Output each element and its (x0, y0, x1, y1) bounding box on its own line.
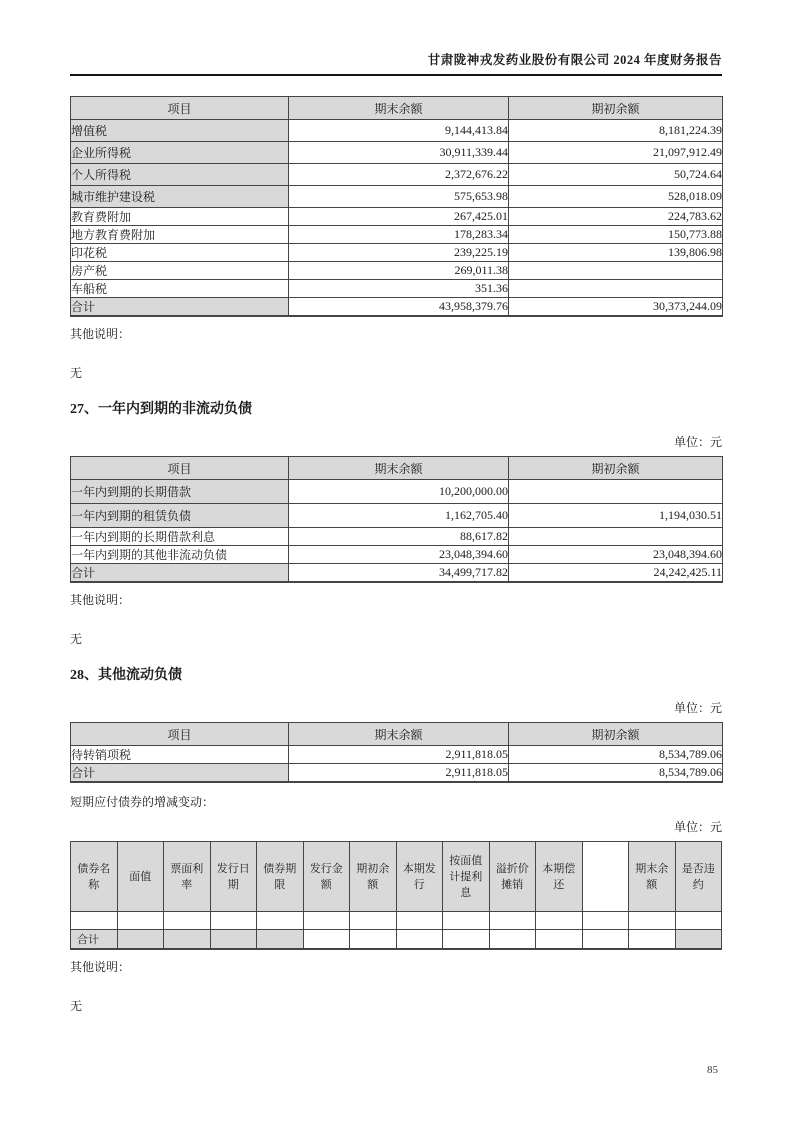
empty-cell (210, 930, 257, 949)
empty-cell (117, 930, 164, 949)
column-header-beginning-balance: 期初余额 (509, 723, 723, 746)
table-header-row (71, 97, 723, 120)
empty-cell (489, 930, 536, 949)
empty-cell (164, 912, 211, 930)
row-ending-balance: 351.36 (289, 280, 509, 298)
section-27-heading: 27、一年内到期的非流动负债 (70, 402, 252, 417)
row-item-label: 企业所得税 (71, 142, 289, 164)
table-row (71, 142, 723, 164)
row-ending-balance: 267,425.01 (289, 208, 509, 226)
other-notes-label: 其他说明： (70, 959, 131, 974)
empty-cell (303, 912, 350, 930)
row-item-label: 个人所得税 (71, 164, 289, 186)
tax-payable-table (70, 96, 723, 317)
column-header-item: 项目 (71, 457, 289, 480)
row-ending-balance: 1,162,705.40 (289, 504, 509, 528)
table-header-row (71, 723, 723, 746)
page-number: 85 (707, 1063, 718, 1076)
empty-cell (164, 930, 211, 949)
unit-label: 单位：元 (673, 435, 722, 449)
column-header-beginning-balance: 期初余额 (509, 457, 723, 480)
row-ending-balance: 269,011.38 (289, 262, 509, 280)
empty-cell (629, 912, 676, 930)
empty-cell (489, 912, 536, 930)
row-item-label: 教育费附加 (71, 208, 289, 226)
column-header-coupon-rate: 票面利率 (164, 842, 211, 912)
empty-cell (350, 930, 397, 949)
total-beginning-balance: 8,534,789.06 (509, 764, 723, 783)
total-ending-balance: 43,958,379.76 (289, 298, 509, 317)
bond-header-row (71, 842, 722, 912)
total-row-label: 合计 (71, 564, 289, 583)
total-row-label: 合计 (71, 298, 289, 317)
table-row (71, 186, 723, 208)
row-beginning-balance: 23,048,394.60 (509, 546, 723, 564)
document-header-title: 甘肃陇神戎发药业股份有限公司 2024 年度财务报告 (70, 52, 722, 76)
table-row (71, 244, 723, 262)
total-row-label: 合计 (71, 930, 118, 949)
row-item-label: 房产税 (71, 262, 289, 280)
table-row (71, 280, 723, 298)
row-item-label: 待转销项税 (71, 746, 289, 764)
row-beginning-balance (509, 528, 723, 546)
row-ending-balance: 88,617.82 (289, 528, 509, 546)
row-ending-balance: 10,200,000.00 (289, 480, 509, 504)
table-total-row (71, 564, 723, 583)
empty-cell (117, 912, 164, 930)
table-row (71, 546, 723, 564)
unit-label: 单位：元 (673, 701, 722, 715)
column-header-item: 项目 (71, 97, 289, 120)
row-item-label: 一年内到期的长期借款 (71, 480, 289, 504)
table-row (71, 504, 723, 528)
row-ending-balance: 2,372,676.22 (289, 164, 509, 186)
table-row (71, 226, 723, 244)
row-beginning-balance: 139,806.98 (509, 244, 723, 262)
row-item-label: 城市维护建设税 (71, 186, 289, 208)
row-ending-balance: 2,911,818.05 (289, 746, 509, 764)
row-beginning-balance: 150,773.88 (509, 226, 723, 244)
table-row (71, 120, 723, 142)
total-beginning-balance: 24,242,425.11 (509, 564, 723, 583)
column-header-beginning-balance: 期初余额 (350, 842, 397, 912)
table-row (71, 208, 723, 226)
row-item-label: 车船税 (71, 280, 289, 298)
column-header-ending-balance: 期末余额 (289, 723, 509, 746)
column-header-ending-balance: 期末余额 (289, 97, 509, 120)
row-item-label: 地方教育费附加 (71, 226, 289, 244)
none-text: 无 (70, 632, 83, 646)
row-beginning-balance (509, 480, 723, 504)
column-header-face-value: 面值 (117, 842, 164, 912)
total-row-label: 合计 (71, 764, 289, 783)
row-item-label: 一年内到期的长期借款利息 (71, 528, 289, 546)
noncurrent-liabilities-table (70, 456, 723, 583)
table-total-row (71, 298, 723, 317)
row-ending-balance: 9,144,413.84 (289, 120, 509, 142)
unit-label: 单位：元 (673, 820, 722, 834)
row-beginning-balance: 50,724.64 (509, 164, 723, 186)
column-header-issue-date: 发行日期 (210, 842, 257, 912)
none-text: 无 (70, 366, 83, 380)
row-beginning-balance: 224,783.62 (509, 208, 723, 226)
table-row (71, 528, 723, 546)
other-notes-label: 其他说明： (70, 593, 131, 607)
empty-cell (536, 912, 583, 930)
empty-cell (396, 930, 443, 949)
empty-cell (71, 912, 118, 930)
other-current-liabilities-table (70, 722, 723, 783)
row-ending-balance: 23,048,394.60 (289, 546, 509, 564)
column-header-beginning-balance: 期初余额 (509, 97, 723, 120)
row-item-label: 一年内到期的租赁负债 (71, 504, 289, 528)
row-ending-balance: 575,653.98 (289, 186, 509, 208)
empty-cell (396, 912, 443, 930)
empty-cell (210, 912, 257, 930)
row-beginning-balance (509, 280, 723, 298)
table-row (71, 480, 723, 504)
row-item-label: 增值税 (71, 120, 289, 142)
bond-empty-row (71, 912, 722, 930)
column-header-issue-amount: 发行金额 (303, 842, 350, 912)
empty-cell (303, 930, 350, 949)
empty-cell (443, 912, 490, 930)
column-header-bond-name: 债券名称 (71, 842, 118, 912)
empty-cell (675, 912, 722, 930)
empty-cell (675, 930, 722, 949)
table-row (71, 746, 723, 764)
empty-cell (443, 930, 490, 949)
empty-cell (536, 930, 583, 949)
empty-cell (582, 912, 629, 930)
row-beginning-balance: 528,018.09 (509, 186, 723, 208)
column-header-blank (582, 842, 629, 912)
row-beginning-balance: 8,181,224.39 (509, 120, 723, 142)
column-header-premium-discount-amortization: 溢折价摊销 (489, 842, 536, 912)
column-header-ending-balance: 期末余额 (289, 457, 509, 480)
row-item-label: 一年内到期的其他非流动负债 (71, 546, 289, 564)
row-beginning-balance: 8,534,789.06 (509, 746, 723, 764)
total-beginning-balance: 30,373,244.09 (509, 298, 723, 317)
empty-cell (257, 930, 304, 949)
column-header-ending-balance: 期末余额 (629, 842, 676, 912)
empty-cell (582, 930, 629, 949)
total-ending-balance: 34,499,717.82 (289, 564, 509, 583)
table-row (71, 164, 723, 186)
empty-cell (629, 930, 676, 949)
row-item-label: 印花税 (71, 244, 289, 262)
short-term-bonds-table (70, 841, 722, 950)
bond-total-row (71, 930, 722, 949)
column-header-default-or-not: 是否违约 (675, 842, 722, 912)
table-total-row (71, 764, 723, 783)
column-header-bond-term: 债券期限 (257, 842, 304, 912)
row-beginning-balance: 21,097,912.49 (509, 142, 723, 164)
column-header-issued-this-period: 本期发行 (396, 842, 443, 912)
column-header-repaid-this-period: 本期偿还 (536, 842, 583, 912)
column-header-item: 项目 (71, 723, 289, 746)
row-ending-balance: 239,225.19 (289, 244, 509, 262)
row-beginning-balance (509, 262, 723, 280)
empty-cell (350, 912, 397, 930)
total-ending-balance: 2,911,818.05 (289, 764, 509, 783)
other-notes-label: 其他说明： (70, 327, 131, 341)
none-text: 无 (70, 998, 83, 1013)
section-28-heading: 28、其他流动负债 (70, 668, 182, 683)
row-ending-balance: 178,283.34 (289, 226, 509, 244)
column-header-interest-at-face-value: 按面值计提利息 (443, 842, 490, 912)
table-row (71, 262, 723, 280)
bond-change-intro: 短期应付债券的增减变动： (70, 795, 215, 809)
row-beginning-balance: 1,194,030.51 (509, 504, 723, 528)
empty-cell (257, 912, 304, 930)
table-header-row (71, 457, 723, 480)
row-ending-balance: 30,911,339.44 (289, 142, 509, 164)
